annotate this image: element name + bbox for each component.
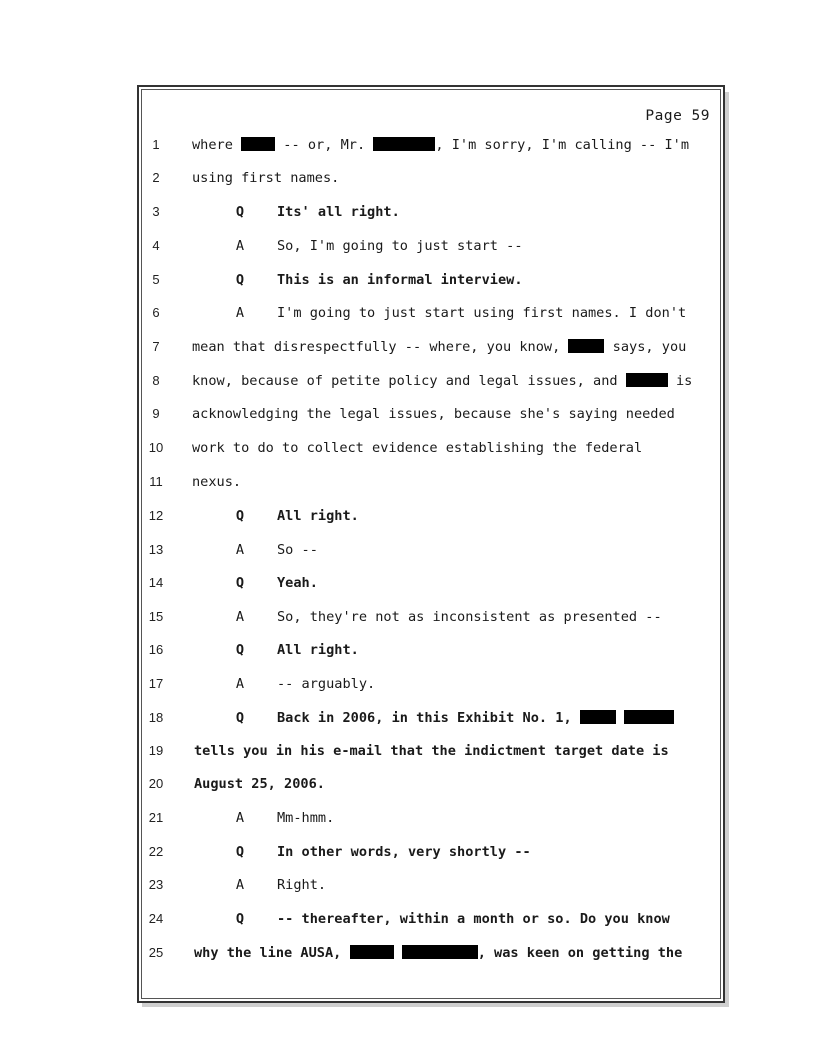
line-text: So -- xyxy=(277,542,318,558)
line-text: -- thereafter, within a month or so. Do you know xyxy=(277,911,670,927)
line-text: I'm going to just start using first names. I don't xyxy=(277,305,687,321)
speaker-label: Q xyxy=(235,844,245,860)
line-text: nexus. xyxy=(192,474,242,490)
line-number: 18 xyxy=(148,710,164,725)
line-number: 21 xyxy=(148,810,164,825)
speaker-label: Q xyxy=(235,272,245,288)
line-text: Back in 2006, in this Exhibit No. 1, xyxy=(277,710,674,726)
line-number: 23 xyxy=(148,877,164,892)
line-number: 1 xyxy=(152,137,160,152)
line-text: So, I'm going to just start -- xyxy=(277,238,523,254)
transcript-line-6 xyxy=(0,305,816,329)
transcript-line-8 xyxy=(0,373,816,397)
speaker-label: Q xyxy=(235,642,245,658)
speaker-label: A xyxy=(235,877,245,893)
line-text: So, they're not as inconsistent as presented -- xyxy=(277,609,662,625)
line-number: 5 xyxy=(152,272,160,287)
transcript-line-15 xyxy=(0,609,816,633)
line-number: 13 xyxy=(148,542,164,557)
transcript-line-10 xyxy=(0,440,816,464)
line-text: All right. xyxy=(277,508,359,524)
line-number: 22 xyxy=(148,844,164,859)
transcript-line-2 xyxy=(0,170,816,194)
line-text: work to do to collect evidence establishing the federal xyxy=(192,440,643,456)
line-text: where -- or, Mr. , I'm sorry, I'm calling -- I'm xyxy=(192,137,690,153)
transcript-line-23 xyxy=(0,877,816,901)
line-text: know, because of petite policy and legal issues, and is xyxy=(192,373,693,389)
transcript-line-4 xyxy=(0,238,816,262)
speaker-label: Q xyxy=(235,508,245,524)
line-text: using first names. xyxy=(192,170,340,186)
line-text: tells you in his e-mail that the indictment target date is xyxy=(194,743,669,759)
transcript-line-20 xyxy=(0,776,816,800)
line-number: 17 xyxy=(148,676,164,691)
transcript-line-7 xyxy=(0,339,816,363)
transcript-line-9 xyxy=(0,406,816,430)
line-number: 3 xyxy=(152,204,160,219)
speaker-label: A xyxy=(235,542,245,558)
transcript-line-22 xyxy=(0,844,816,868)
redaction-block xyxy=(624,710,674,724)
line-number: 10 xyxy=(148,440,164,455)
line-text: Yeah. xyxy=(277,575,318,591)
line-text: Right. xyxy=(277,877,327,893)
redaction-block xyxy=(350,945,394,959)
line-text: Mm-hmm. xyxy=(277,810,335,826)
line-number: 8 xyxy=(152,373,160,388)
speaker-label: Q xyxy=(235,575,245,591)
line-number: 16 xyxy=(148,642,164,657)
line-text: mean that disrespectfully -- where, you know, says, you xyxy=(192,339,687,355)
transcript-line-13 xyxy=(0,542,816,566)
transcript-line-24 xyxy=(0,911,816,935)
line-number: 14 xyxy=(148,575,164,590)
transcript-line-14 xyxy=(0,575,816,599)
line-number: 12 xyxy=(148,508,164,523)
transcript-line-11 xyxy=(0,474,816,498)
page-frame-shadow-bottom xyxy=(142,1003,729,1007)
transcript-line-19 xyxy=(0,743,816,767)
transcript-line-3 xyxy=(0,204,816,228)
line-number: 20 xyxy=(148,776,164,791)
speaker-label: A xyxy=(235,810,245,826)
line-text: Its' all right. xyxy=(277,204,400,220)
line-text: acknowledging the legal issues, because she's saying needed xyxy=(192,406,675,422)
line-text: why the line AUSA, , was keen on getting the xyxy=(194,945,683,961)
page-number: Page 59 xyxy=(645,108,710,124)
line-number: 15 xyxy=(148,609,164,624)
transcript-line-12 xyxy=(0,508,816,532)
line-text: -- arguably. xyxy=(277,676,376,692)
speaker-label: Q xyxy=(235,911,245,927)
line-text: All right. xyxy=(277,642,359,658)
line-number: 25 xyxy=(148,945,164,960)
speaker-label: A xyxy=(235,676,245,692)
line-number: 4 xyxy=(152,238,160,253)
transcript-line-5 xyxy=(0,272,816,296)
redaction-block xyxy=(373,137,435,151)
redaction-block xyxy=(241,137,275,151)
redaction-block xyxy=(626,373,668,387)
speaker-label: A xyxy=(235,609,245,625)
line-number: 24 xyxy=(148,911,164,926)
redaction-block xyxy=(568,339,604,353)
line-number: 11 xyxy=(149,474,163,489)
speaker-label: Q xyxy=(235,204,245,220)
line-number: 6 xyxy=(152,305,160,320)
transcript-line-25 xyxy=(0,945,816,969)
redaction-block xyxy=(580,710,616,724)
transcript-line-21 xyxy=(0,810,816,834)
line-number: 19 xyxy=(148,743,164,758)
transcript-line-1 xyxy=(0,137,816,161)
line-text: In other words, very shortly -- xyxy=(277,844,531,860)
transcript-line-16 xyxy=(0,642,816,666)
line-number: 7 xyxy=(152,339,160,354)
transcript-line-17 xyxy=(0,676,816,700)
transcript-line-18 xyxy=(0,710,816,734)
speaker-label: Q xyxy=(235,710,245,726)
speaker-label: A xyxy=(235,305,245,321)
line-text: August 25, 2006. xyxy=(194,776,325,792)
line-number: 9 xyxy=(152,406,160,421)
speaker-label: A xyxy=(235,238,245,254)
line-text: This is an informal interview. xyxy=(277,272,523,288)
line-number: 2 xyxy=(152,170,160,185)
redaction-block xyxy=(402,945,478,959)
